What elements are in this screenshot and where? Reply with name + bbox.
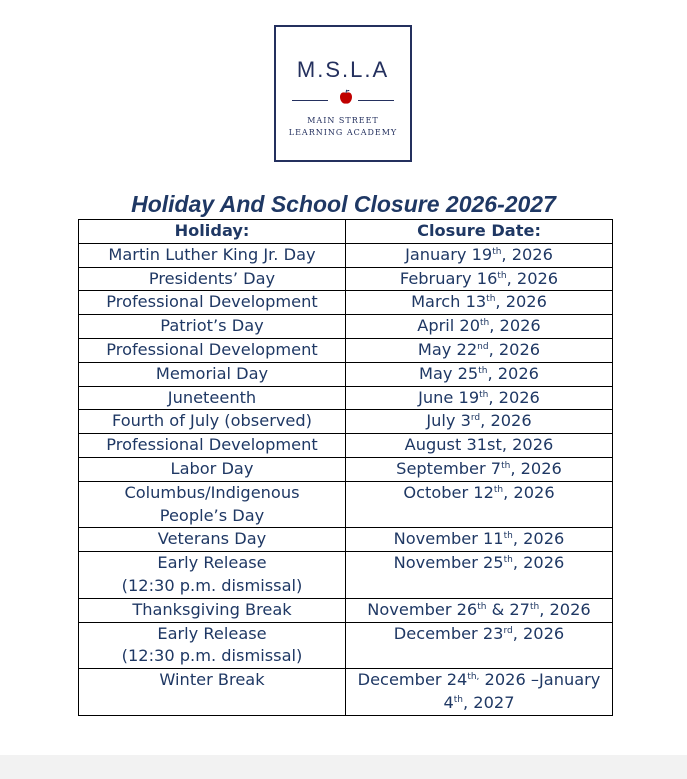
holiday-cell: [79, 552, 346, 599]
date-part: , 2026: [489, 316, 541, 336]
date-part: March 13: [411, 292, 487, 312]
date-suffix: th: [503, 531, 513, 542]
date-part: September 7: [396, 458, 502, 478]
date-part: , 2026: [480, 411, 532, 431]
holiday-cell: [79, 434, 346, 458]
date-header: Closure Date:: [346, 220, 613, 244]
holiday-text: Juneteenth: [167, 387, 257, 407]
table-row: [79, 338, 613, 362]
date-text: [348, 482, 610, 505]
date-part: April 20: [417, 316, 480, 336]
logo-line1: MAIN STREET: [307, 116, 379, 125]
date-cell: [346, 481, 613, 528]
date-part: July 3: [426, 411, 471, 431]
holiday-cell: [79, 267, 346, 291]
holiday-text: Winter Break: [159, 670, 265, 690]
date-part: December 24: [357, 670, 468, 690]
date-part: , 2026: [488, 387, 540, 407]
table-row: [79, 386, 613, 410]
holiday-cell: [79, 386, 346, 410]
date-text: [348, 528, 610, 551]
date-cell: [346, 315, 613, 339]
holiday-text: Early Release: [157, 623, 267, 643]
date-suffix: th: [529, 601, 540, 612]
holiday-cell: [79, 457, 346, 481]
date-suffix: th: [453, 694, 464, 705]
date-suffix: th: [477, 601, 487, 612]
date-part: , 2026: [510, 458, 562, 478]
date-cell: [346, 552, 613, 599]
table-row: [79, 669, 613, 716]
date-part: , 2026: [503, 482, 555, 502]
date-part: , 2026: [488, 339, 541, 359]
table-row: [79, 243, 613, 267]
date-suffix: th: [501, 460, 511, 471]
holiday-cell: [79, 315, 346, 339]
date-part: , 2026: [506, 268, 559, 288]
holiday-cell: [79, 622, 346, 669]
holiday-text: Professional Development: [106, 339, 318, 359]
date-part: , 2026: [512, 553, 565, 573]
table-row: [79, 434, 613, 458]
school-logo: [274, 25, 412, 162]
holiday-cell: [79, 362, 346, 386]
date-text: [348, 669, 610, 715]
date-part: November 25: [393, 553, 504, 573]
date-text: [348, 410, 610, 433]
date-part: , 2026: [512, 623, 565, 643]
holiday-text: Columbus/Indigenous: [124, 482, 300, 502]
date-text: [348, 363, 610, 386]
holiday-cell: [79, 291, 346, 315]
date-suffix: th: [478, 365, 488, 376]
date-text: [348, 434, 610, 457]
date-cell: [346, 410, 613, 434]
holiday-text: Presidents’ Day: [148, 268, 276, 288]
date-text: [348, 387, 610, 410]
holiday-text: Patriot’s Day: [160, 316, 264, 336]
table-row: [79, 481, 613, 528]
date-part: June 19: [418, 387, 480, 407]
date-text: [348, 291, 610, 314]
page-title: Holiday And School Closure 2026-2027: [131, 191, 556, 217]
date-text: [348, 458, 610, 481]
date-text: [348, 268, 610, 291]
table-row: [79, 362, 613, 386]
date-part: January 4: [443, 670, 601, 712]
date-cell: [346, 434, 613, 458]
date-cell: [346, 457, 613, 481]
table-row: [79, 598, 613, 622]
date-part: November 11: [393, 529, 504, 549]
holiday-text: People’s Day: [159, 505, 265, 525]
date-part: , 2026: [487, 363, 539, 383]
footer-band: [0, 755, 687, 779]
date-text: [348, 315, 610, 338]
date-suffix: rd: [503, 625, 513, 636]
date-text: [348, 244, 610, 267]
holiday-text: Professional Development: [106, 292, 318, 312]
date-text: [348, 552, 610, 575]
date-part: , 2026: [512, 529, 565, 549]
table-row: [79, 315, 613, 339]
date-suffix: th: [479, 389, 489, 400]
holiday-text: (12:30 p.m. dismissal): [121, 575, 303, 595]
date-part: December 23: [393, 623, 504, 643]
header-row: [79, 220, 613, 244]
holiday-cell: [79, 243, 346, 267]
date-suffix: th: [497, 270, 507, 281]
holiday-text: (12:30 p.m. dismissal): [121, 646, 303, 666]
date-suffix: th: [492, 246, 502, 257]
date-suffix: nd: [477, 341, 489, 352]
table-row: [79, 457, 613, 481]
holiday-text: Martin Luther King Jr. Day: [108, 244, 316, 264]
holiday-header: Holiday:: [79, 220, 346, 244]
date-suffix: th: [503, 555, 513, 566]
date-part: August 31st, 2026: [404, 435, 554, 455]
date-part: 2026 –: [479, 670, 539, 690]
date-cell: [346, 669, 613, 716]
date-cell: [346, 386, 613, 410]
holiday-cell: [79, 598, 346, 622]
date-part: November 26: [367, 599, 478, 619]
date-text: [348, 623, 610, 646]
table-row: [79, 622, 613, 669]
holiday-text: Veterans Day: [157, 529, 267, 549]
table-row: [79, 528, 613, 552]
logo-rule-right: [358, 100, 394, 101]
date-cell: [346, 528, 613, 552]
date-suffix: th: [486, 294, 496, 305]
date-suffix: th: [493, 484, 504, 495]
closure-table: [78, 219, 613, 716]
table-row: [79, 410, 613, 434]
holiday-cell: [79, 338, 346, 362]
date-text: [348, 599, 610, 622]
date-part: October 12: [403, 482, 494, 502]
table-row: [79, 291, 613, 315]
holiday-text: Fourth of July (observed): [112, 411, 312, 431]
holiday-cell: [79, 481, 346, 528]
date-part: , 2026: [539, 599, 591, 619]
date-cell: [346, 267, 613, 291]
holiday-text: Memorial Day: [155, 363, 269, 383]
table-row: [79, 552, 613, 599]
date-cell: [346, 598, 613, 622]
date-suffix: th,: [467, 672, 480, 683]
date-part: January 19: [405, 244, 493, 264]
holiday-text: Early Release: [157, 553, 267, 573]
table-row: [79, 267, 613, 291]
date-cell: [346, 291, 613, 315]
holiday-cell: [79, 669, 346, 716]
date-cell: [346, 622, 613, 669]
logo-line2: LEARNING ACADEMY: [288, 128, 398, 137]
apple-icon: [339, 89, 353, 105]
holiday-text: Labor Day: [170, 458, 254, 478]
holiday-cell: [79, 410, 346, 434]
date-part: February 16: [399, 268, 498, 288]
date-cell: [346, 243, 613, 267]
date-part: & 27: [486, 599, 530, 619]
date-part: May 22: [417, 339, 478, 359]
date-part: , 2026: [501, 244, 553, 264]
date-cell: [346, 362, 613, 386]
logo-rule-left: [292, 100, 328, 101]
logo-letters: M.S.L.A: [296, 57, 390, 82]
date-text: [348, 339, 610, 362]
date-suffix: th: [480, 318, 490, 329]
date-suffix: rd: [470, 413, 481, 424]
holiday-cell: [79, 528, 346, 552]
date-cell: [346, 338, 613, 362]
holiday-text: Professional Development: [106, 435, 318, 455]
date-part: May 25: [419, 363, 479, 383]
date-part: , 2027: [463, 692, 515, 712]
date-part: , 2026: [495, 292, 547, 312]
holiday-text: Thanksgiving Break: [132, 599, 292, 619]
